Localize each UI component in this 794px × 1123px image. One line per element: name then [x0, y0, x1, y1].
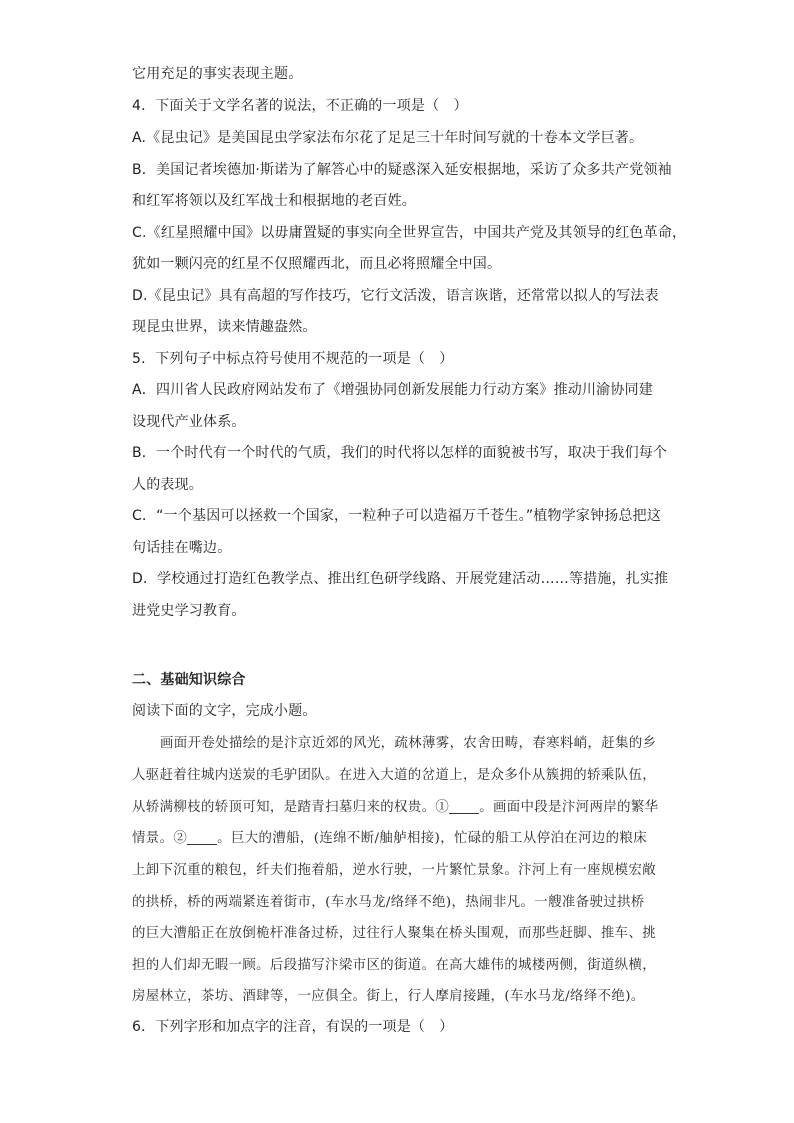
passage-line-5: 上卸下沉重的粮包，纤夫们拖着船，逆水行驶，一片繁忙景象。汴河上有一座规模宏敞 [132, 863, 657, 878]
passage-line-4-text: 情景。② [132, 831, 188, 846]
passage-line-1: 画面开卷处描绘的是汴京近郊的风光，疏林薄雾，农舍田畴，春寒料峭，赶集的乡 [160, 736, 657, 751]
passage-line-3 [132, 798, 672, 818]
question-4-stem: 4．下面关于文学名著的说法，不正确的一项是（ ） [132, 98, 468, 114]
question-5-option-b-line2: 人的表现。 [132, 477, 203, 493]
question-5-option-a-line1: A．四川省人民政府网站发布了《增强协同创新发展能力行动方案》推动川渝协同建 [132, 382, 653, 398]
question-4-option-d-line2: 现昆虫世界，读来情趣盎然。 [132, 319, 317, 335]
passage-line-3-text: 从轿满柳枝的轿顶可知，是踏青扫墓归来的权贵。① [132, 800, 450, 815]
question-4-option-b-line1: B．美国记者埃德加·斯诺为了解答心中的疑惑深入延安根据地，采访了众多共产党领袖 [132, 162, 672, 178]
question-3-tail: 它用充足的事实表现主题。 [132, 66, 303, 82]
section-2-heading: 二、基础知识综合 [132, 672, 246, 688]
passage-line-9: 房屋林立，茶坊、酒肆等，一应俱全。街上，行人摩肩接踵，(车水马龙/络绎不绝)。 [132, 989, 645, 1004]
question-6-stem: 6．下列字形和加点字的注音，有误的一项是（ ） [132, 1019, 454, 1035]
question-4-option-a: A.《昆虫记》是美国昆虫学家法布尔花了足足三十年时间写就的十卷本文学巨著。 [132, 130, 644, 146]
question-4-option-b-line2: 和红军将领以及红军战士和根据地的老百姓。 [132, 193, 416, 209]
passage-line-8: 担的人们却无暇一顾。后段描写汴梁市区的街道。在高大雄伟的城楼两侧，街道纵横， [132, 958, 657, 973]
question-4-option-c-line1: C.《红星照耀中国》以毋庸置疑的事实向全世界宣告，中国共产党及其领导的红色革命， [132, 225, 687, 241]
passage-line-2: 人驱赶着往城内送炭的毛驴团队。在进入大道的岔道上，是众多仆从簇拥的轿乘队伍， [132, 768, 657, 783]
question-5-option-b-line1: B．一个时代有一个时代的气质，我们的时代将以怎样的面貌被书写，取决于我们每个 [132, 445, 668, 461]
section-2-instruction: 阅读下面的文字，完成小题。 [132, 703, 317, 719]
passage-line-7: 的巨大漕船正在放倒桅杆准备过桥，过往行人聚集在桥头围观，而那些赶脚、推车、挑 [132, 926, 657, 941]
fill-blank-1 [449, 799, 479, 814]
question-5-option-d-line1: D．学校通过打造红色教学点、推出红色研学线路、开展党建活动……等措施，扎实推 [132, 571, 669, 587]
question-5-option-d-line2: 进党史学习教育。 [132, 603, 246, 619]
question-4-option-d-line1: D.《昆虫记》具有高超的写作技巧，它行文活泼，语言诙谐，还常常以拟人的写法表 [132, 288, 659, 304]
question-5-stem: 5．下列句子中标点符号使用不规范的一项是（ ） [132, 351, 454, 367]
fill-blank-2 [187, 830, 217, 845]
passage-line-6: 的拱桥，桥的两端紧连着街市，(车水马龙/络绎不绝)，热闹非凡。一艘准备驶过拱桥 [132, 895, 645, 910]
passage-line-4-text-end: 。巨大的漕船，(连绵不断/舳舻相接)，忙碌的船工从停泊在河边的粮床 [217, 831, 648, 846]
question-5-option-c-line1: C．“一个基因可以拯救一个国家，一粒种子可以造福万千苍生。”植物学家钟扬总把这 [132, 508, 662, 524]
passage-line-4 [132, 829, 672, 849]
question-5-option-c-line2: 句话挂在嘴边。 [132, 540, 232, 556]
passage-line-3-text-end: 。画面中段是汴河两岸的繁华 [479, 800, 659, 815]
question-4-option-c-line2: 犹如一颗闪亮的红星不仅照耀西北，而且必将照耀全中国。 [132, 256, 502, 272]
question-5-option-a-line2: 设现代产业体系。 [132, 414, 246, 430]
